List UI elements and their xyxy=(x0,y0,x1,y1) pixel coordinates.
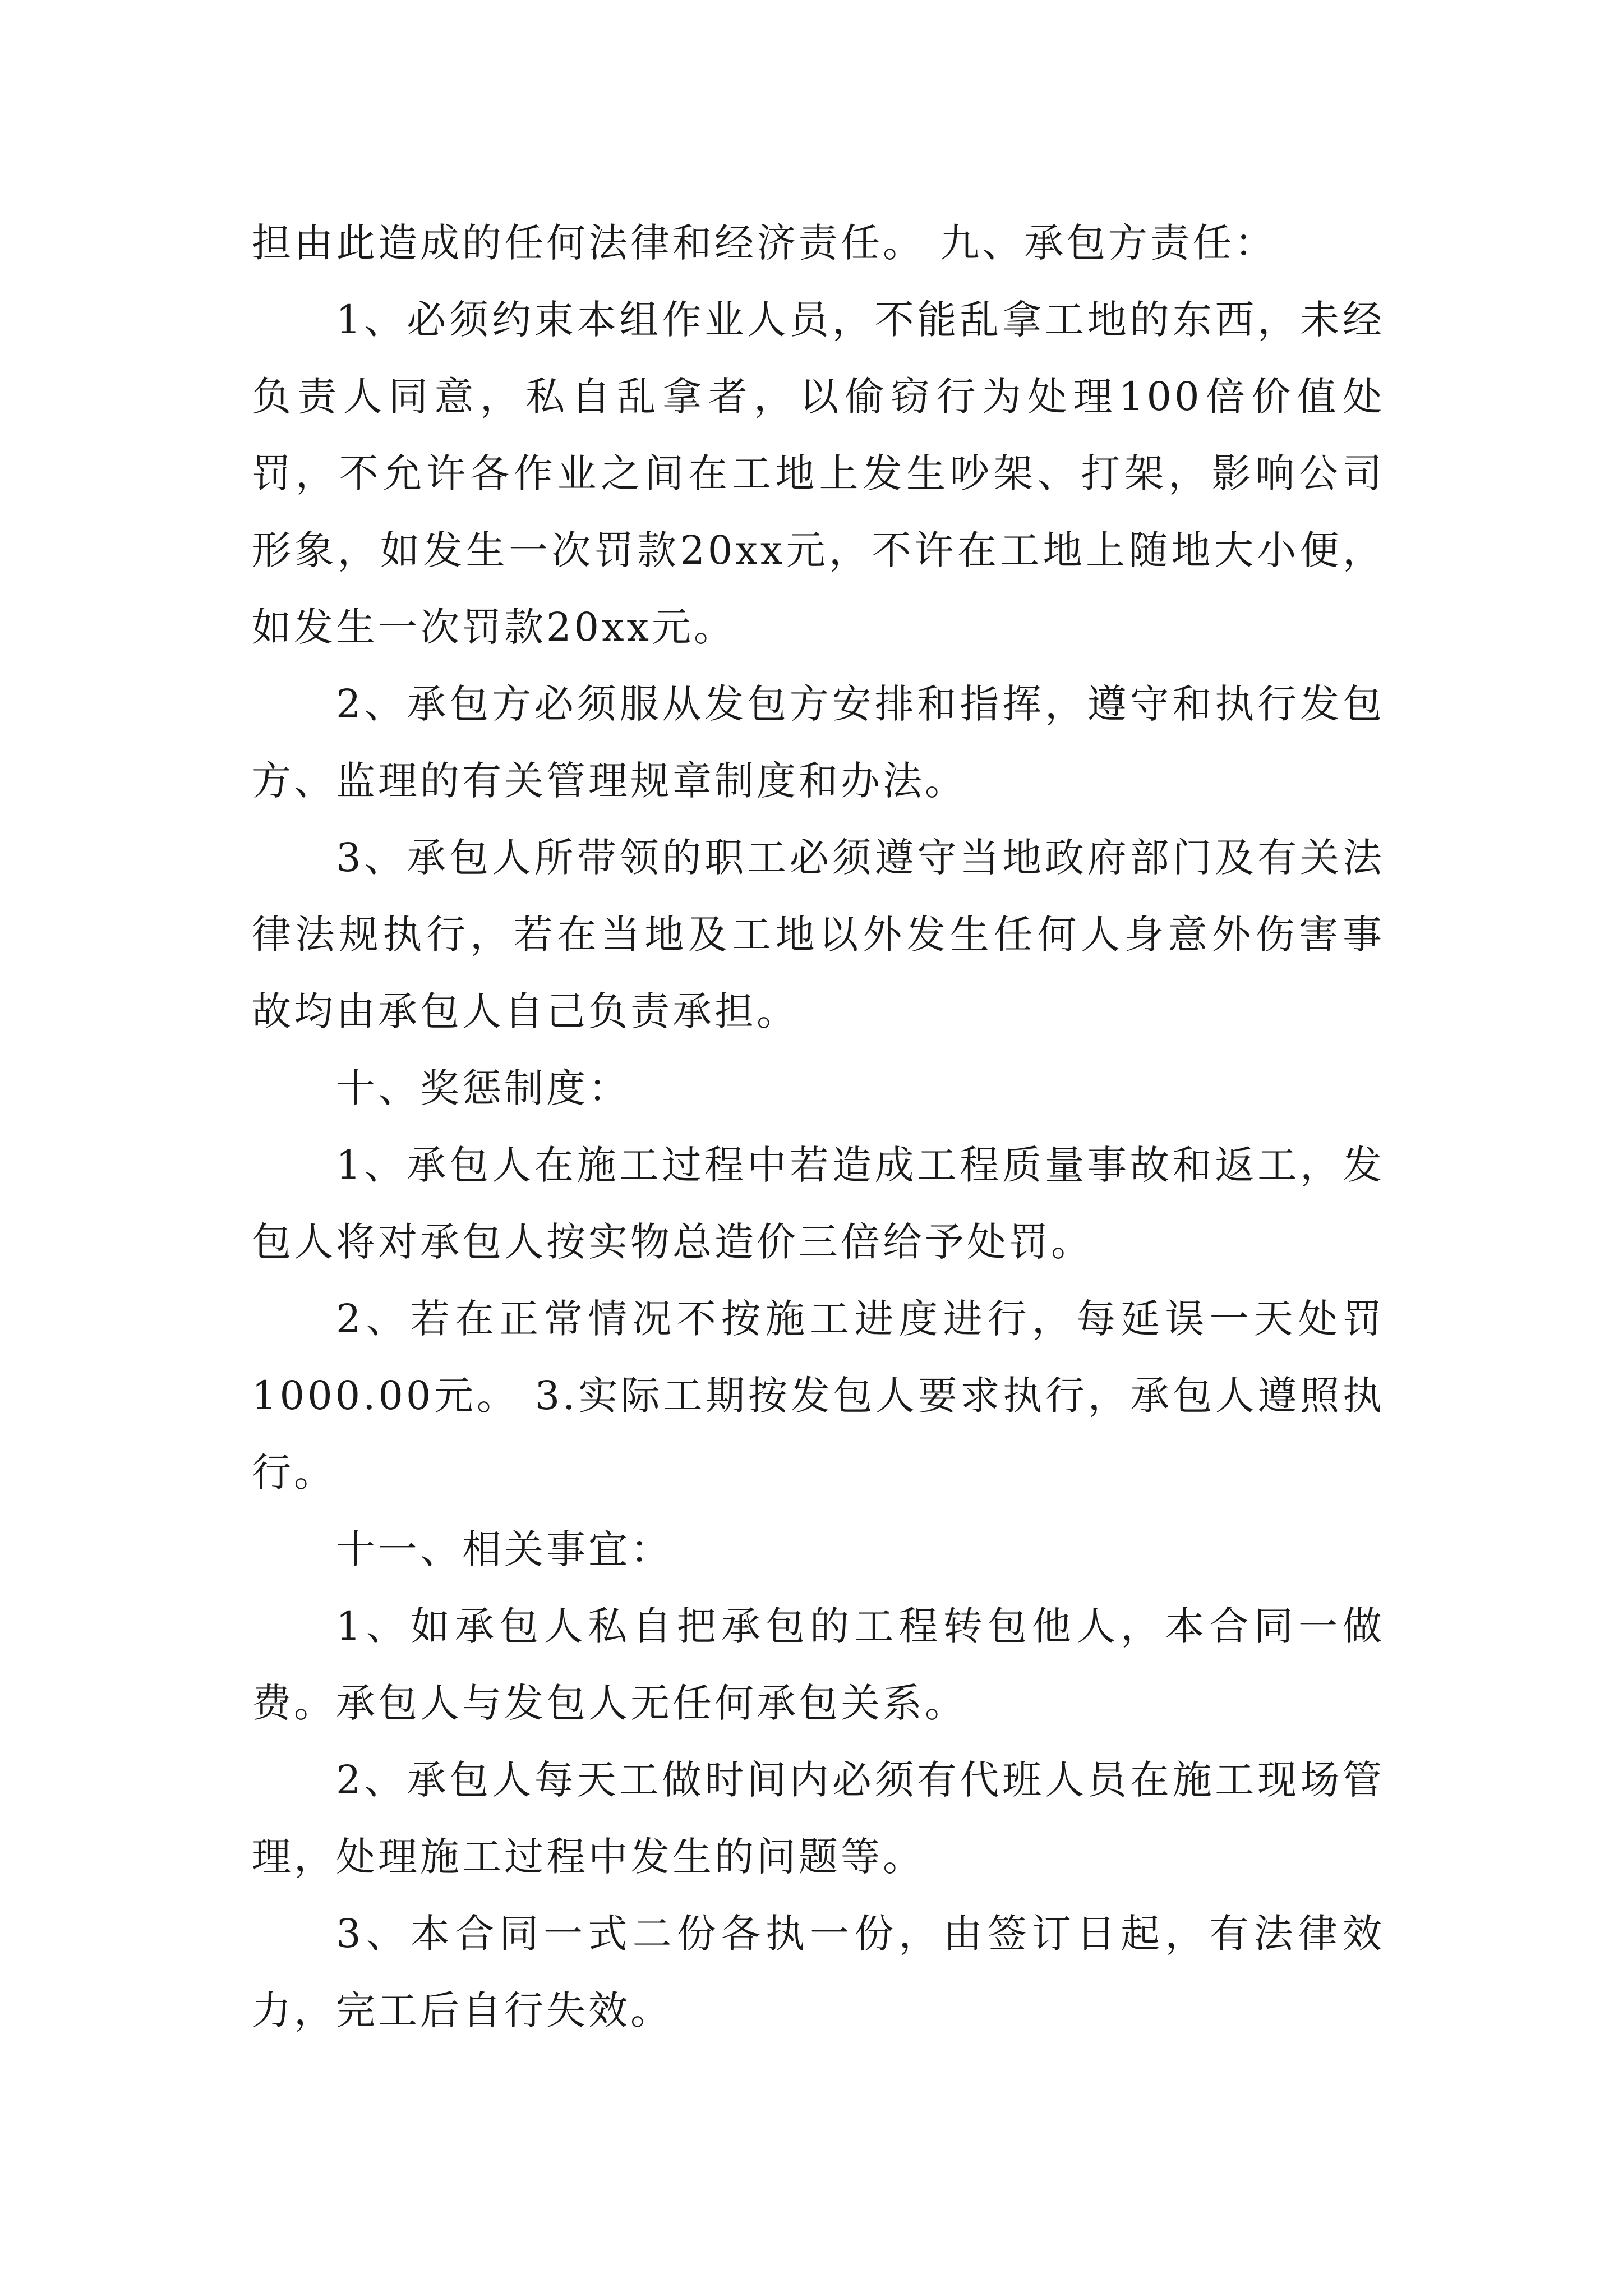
paragraph-clause-9-2: 2、承包方必须服从发包方安排和指挥，遵守和执行发包方、监理的有关管理规章制度和办法。 xyxy=(252,681,1385,804)
paragraph-clause-9-3: 3、承包人所带领的职工必须遵守当地政府部门及有关法律法规执行，若在当地及工地以外发生任何人身意外伤害事故均由承包人自己负责承担。 xyxy=(252,835,1385,1034)
paragraph-continuation: 担由此造成的任何法律和经济责任。 九、承包方责任： xyxy=(252,220,1277,266)
paragraph-clause-10-1: 1、承包人在施工过程中若造成工程质量事故和返工，发包人将对承包人按实物总造价三倍给予处罚。 xyxy=(252,1142,1385,1265)
document-body xyxy=(252,205,1385,2049)
paragraph-clause-9-1: 1、必须约束本组作业人员，不能乱拿工地的东西，未经负责人同意，私自乱拿者，以偷窃行为处理100倍价值处罚，不允许各作业之间在工地上发生吵架、打架，影响公司形象，如发生一次罚款20xx元，不许在工地上随地大小便，如发生一次罚款20xx元。 xyxy=(252,297,1385,650)
paragraph-clause-10-2: 2、若在正常情况不按施工进度进行，每延误一天处罚1000.00元。 3.实际工期按发包人要求执行，承包人遵照执行。 xyxy=(252,1296,1385,1496)
section-heading-11: 十一、相关事宜： xyxy=(336,1526,672,1572)
paragraph-clause-11-1: 1、如承包人私自把承包的工程转包他人，本合同一做费。承包人与发包人无任何承包关系。 xyxy=(252,1603,1385,1726)
paragraph-clause-11-3: 3、本合同一式二份各执一份，由签订日起，有法律效力，完工后自行失效。 xyxy=(252,1911,1385,2033)
section-heading-10: 十、奖惩制度： xyxy=(336,1065,630,1111)
paragraph-clause-11-2: 2、承包人每天工做时间内必须有代班人员在施工现场管理，处理施工过程中发生的问题等。 xyxy=(252,1757,1385,1880)
